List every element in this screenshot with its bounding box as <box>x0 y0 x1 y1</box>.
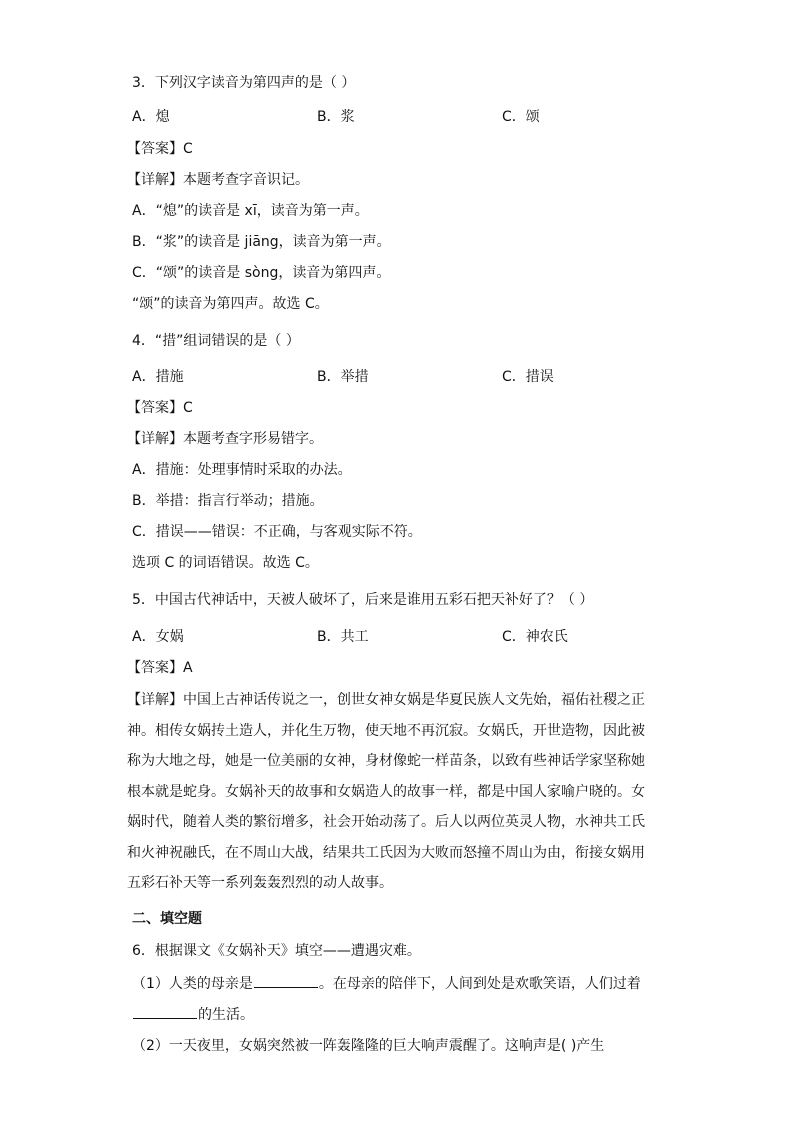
q3-explain-b: B．“浆”的读音是 jiāng，读音为第一声。 <box>132 234 391 250</box>
q3-explain-title: 【详解】本题考查字音识记。 <box>127 172 309 188</box>
q4-explain-title: 【详解】本题考查字形易错字。 <box>127 431 323 447</box>
q3-answer: 【答案】C <box>127 141 193 157</box>
q6-item1-line2 <box>132 1003 254 1025</box>
q4-option-a: A．措施 <box>132 369 184 385</box>
q5-explain-text: 【详解】中国上古神话传说之一，创世女神女娲是华夏民族人文先始，福佑社稷之正神。相传女娲抟土造人，并化生万物，使天地不再沉寂。女娲氏，开世造物，因此被称为大地之母，她是一位美丽的女神，身材像蛇一样苗条，以致有些神话学家坚称她根本就是蛇身。女娲补天的故事和女娲造人的故事一样，都是中国人家喻户晓的。女娲时代，随着人类的繁衍增多，社会开始动荡了。后人以两位英灵人物，水神共工氏和火神祝融氏，在不周山大战，结果共工氏因为大败而怒撞不周山为由，衔接女娲用五彩石补天等一系列轰轰烈烈的动人故事。 <box>127 692 645 891</box>
q5-option-b: B．共工 <box>317 629 369 645</box>
q5-stem: 5．中国古代神话中，天被人破坏了，后来是谁用五彩石把天补好了？（ ） <box>132 592 594 608</box>
q4-explain-a: A．措施：处理事情时采取的办法。 <box>132 462 352 478</box>
q6-item1-line1 <box>132 972 641 994</box>
q3-option-b: B．浆 <box>317 109 355 125</box>
q4-option-b: B．举措 <box>317 369 369 385</box>
q4-stem: 4．“措”组词错误的是（ ） <box>132 333 300 349</box>
q6-blank-2[interactable] <box>133 1003 197 1019</box>
q4-option-c: C．措误 <box>502 369 554 385</box>
q3-explain-c: C．“颂”的读音是 sòng，读音为第四声。 <box>132 265 391 281</box>
q6-item1-part-a: （1）人类的母亲是 <box>132 976 253 992</box>
section-title-fill-blank: 二、填空题 <box>132 911 202 927</box>
q3-option-a: A．熄 <box>132 109 170 125</box>
q4-answer: 【答案】C <box>127 400 193 416</box>
q3-explain-a: A．“熄”的读音是 xī，读音为第一声。 <box>132 203 369 219</box>
q3-conclusion: “颂”的读音为第四声。故选 C。 <box>132 296 329 312</box>
q5-explain-paragraph <box>127 685 657 899</box>
q6-item1-part-c: 的生活。 <box>198 1007 254 1023</box>
q3-option-c: C．颂 <box>502 109 540 125</box>
q6-stem: 6．根据课文《女娲补天》填空——遭遇灾难。 <box>132 943 421 959</box>
q5-answer: 【答案】A <box>127 660 193 676</box>
q4-conclusion: 选项 C 的词语错误。故选 C。 <box>132 555 319 571</box>
q5-option-a: A．女娲 <box>132 629 184 645</box>
q3-stem: 3．下列汉字读音为第四声的是（ ） <box>132 75 356 91</box>
q6-blank-1[interactable] <box>254 972 318 988</box>
q4-explain-b: B．举措：指言行举动；措施。 <box>132 493 324 509</box>
q6-item1-part-b: 。在母亲的陪伴下，人间到处是欢歌笑语，人们过着 <box>318 976 641 992</box>
q5-option-c: C．神农氏 <box>502 629 568 645</box>
q4-explain-c: C．措误——错误：不正确，与客观实际不符。 <box>132 524 422 540</box>
q6-item2: （2）一天夜里，女娲突然被一阵轰隆隆的巨大响声震醒了。这响声是( )产生 <box>132 1038 605 1054</box>
